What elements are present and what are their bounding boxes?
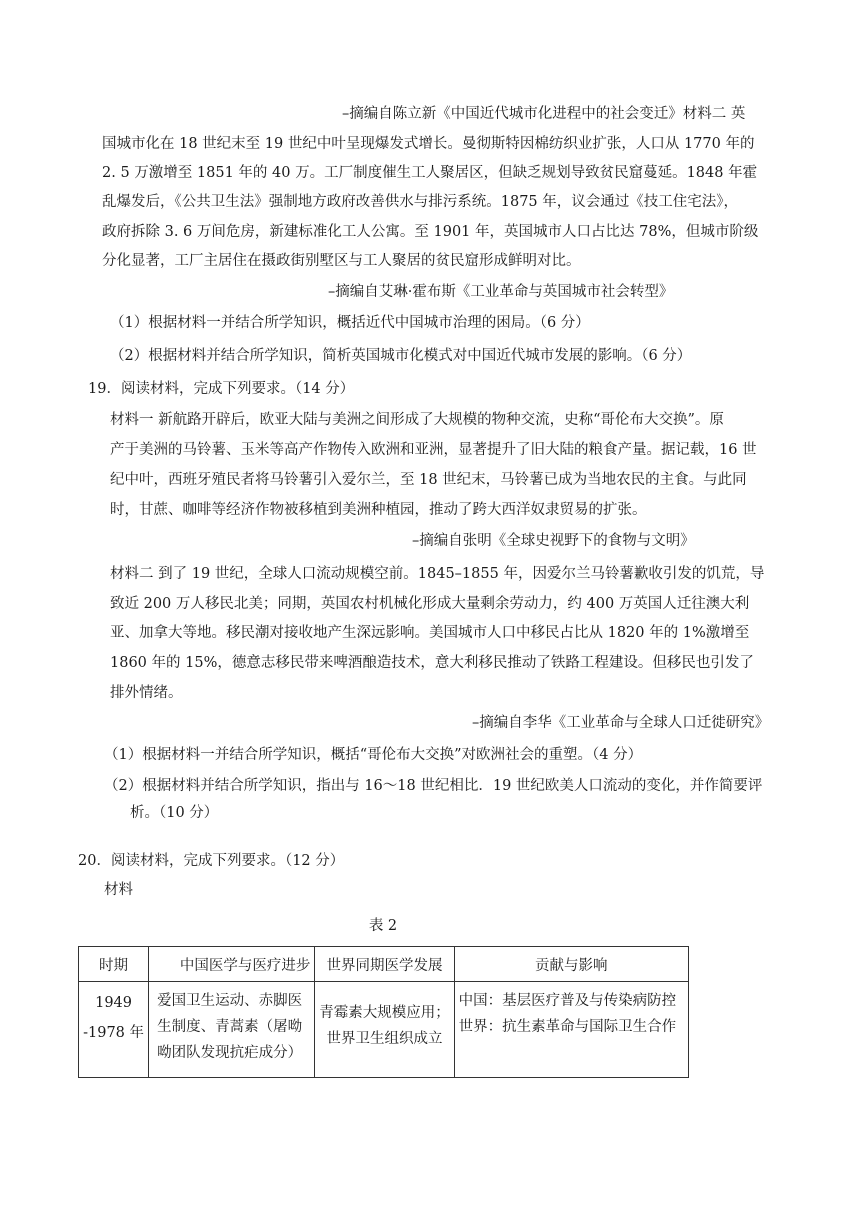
- table-row: [79, 982, 689, 1078]
- china-line-1: 爱国卫生运动、赤脚医: [157, 993, 303, 1009]
- q19-material2-line-2: 致近 200 万人移民北美；同期，英国农村机械化形成大量剩余劳动力，约 400 万英国人迁往澳大利: [110, 596, 750, 612]
- table-header-row: [79, 947, 689, 982]
- q18-subquestion-1: （1）根据材料一并结合所学知识，概括近代中国城市治理的困局。（6 分）: [110, 315, 590, 331]
- q20-title: 20．阅读材料，完成下列要求。（12 分）: [78, 853, 345, 869]
- q19-material2-line-5: 排外情绪。: [110, 685, 183, 701]
- q19-material1-line-2: 产于美洲的马铃薯、玉米等高产作物传入欧洲和亚洲，显著提升了旧大陆的粮食产量。据记载，16 世: [110, 442, 757, 458]
- q19-material1-line-1: 材料一 新航路开辟后，欧亚大陆与美洲之间形成了大规模的物种交流，史称“哥伦布大交换”。原: [110, 412, 724, 428]
- table-cell-impact: [454, 982, 688, 1078]
- q18-material2-line-1: 国城市化在 18 世纪末至 19 世纪中叶呈现爆发式增长。曼彻斯特因棉纺织业扩张，人口从 1770 年的: [102, 136, 755, 152]
- q19-material1-source: –摘编自张明《全球史视野下的食物与文明》: [412, 533, 695, 549]
- period-line-1: 1949: [95, 995, 132, 1011]
- q19-material1-line-3: 纪中叶，西班牙殖民者将马铃薯引入爱尔兰，至 18 世纪末，马铃薯已成为当地农民的主食。与此同: [110, 472, 747, 488]
- medical-progress-table: [78, 946, 689, 1078]
- q20-material-label: 材料: [104, 882, 133, 898]
- impact-line-2: 世界：抗生素革命与国际卫生合作: [458, 1019, 677, 1035]
- q19-material2-line-1: 材料二 到了 19 世纪，全球人口流动规模空前。1845–1855 年，因爱尔兰马铃薯歉收引发的饥荒，导: [110, 566, 765, 582]
- q18-material2-line-5: 分化显著，工厂主居住在摄政街别墅区与工人聚居的贫民窟形成鲜明对比。: [102, 253, 581, 269]
- q18-subquestion-2: （2）根据材料并结合所学知识，简析英国城市化模式对中国近代城市发展的影响。（6 分）: [110, 348, 692, 364]
- q19-subquestion-2-line-1: （2）根据材料并结合所学知识，指出与 16～18 世纪相比．19 世纪欧美人口流动的变化，并作简要评: [104, 778, 763, 794]
- q19-material1-line-4: 时，甘蔗、咖啡等经济作物被移植到美洲种植园，推动了跨大西洋奴隶贸易的扩张。: [110, 502, 647, 518]
- q19-subquestion-1: （1）根据材料一并结合所学知识，概括“哥伦布大交换”对欧洲社会的重塑。（4 分）: [104, 747, 643, 763]
- table-caption: 表 2: [368, 918, 398, 934]
- q19-title: 19．阅读材料，完成下列要求。（14 分）: [88, 381, 355, 397]
- q19-material2-line-3: 亚、加拿大等地。移民潮对接收地产生深远影响。美国城市人口中移民占比从 1820 年的 1%激增至: [110, 625, 750, 641]
- period-line-2: -1978 年: [83, 1025, 145, 1041]
- world-line-2: 世界卫生组织成立: [326, 1031, 443, 1047]
- china-line-3: 呦团队发现抗疟成分）: [157, 1045, 303, 1061]
- table-header-world: 世界同期医学发展: [315, 947, 454, 982]
- table-header-china: 中国医学与医疗进步: [149, 947, 315, 982]
- q19-subquestion-2-line-2: 析。（10 分）: [130, 805, 219, 821]
- table-header-period: 时期: [79, 947, 149, 982]
- table-cell-world: [315, 982, 454, 1078]
- q19-material2-source: –摘编自李华《工业革命与全球人口迁徙研究》: [472, 715, 770, 731]
- table-header-impact: 贡献与影响: [454, 947, 688, 982]
- q18-material2-line-4: 政府拆除 3. 6 万间危房，新建标准化工人公寓。至 1901 年，英国城市人口占比达 78%，但城市阶级: [102, 224, 759, 240]
- china-line-2: 生制度、青蒿素（屠呦: [157, 1019, 303, 1035]
- world-line-1: 青霉素大规模应用；: [319, 1005, 450, 1021]
- table-cell-period: [79, 982, 149, 1078]
- q18-material2-line-2: 2. 5 万激增至 1851 年的 40 万。工厂制度催生工人聚居区，但缺乏规划导致贫民窟蔓延。1848 年霍: [102, 165, 758, 181]
- q18-material2-source: –摘编自艾琳·霍布斯《工业革命与英国城市社会转型》: [328, 284, 674, 300]
- table-cell-china: [149, 982, 315, 1078]
- impact-line-1: 中国：基层医疗普及与传染病防控: [458, 993, 677, 1009]
- material1-source: –摘编自陈立新《中国近代城市化进程中的社会变迁》材料二 英: [342, 106, 746, 122]
- q18-material2-line-3: 乱爆发后，《公共卫生法》强制地方政府改善供水与排污系统。1875 年，议会通过《技工住宅法》，: [102, 194, 739, 210]
- q19-material2-line-4: 1860 年的 15%，德意志移民带来啤酒酿造技术，意大利移民推动了铁路工程建设。但移民也引发了: [110, 655, 754, 671]
